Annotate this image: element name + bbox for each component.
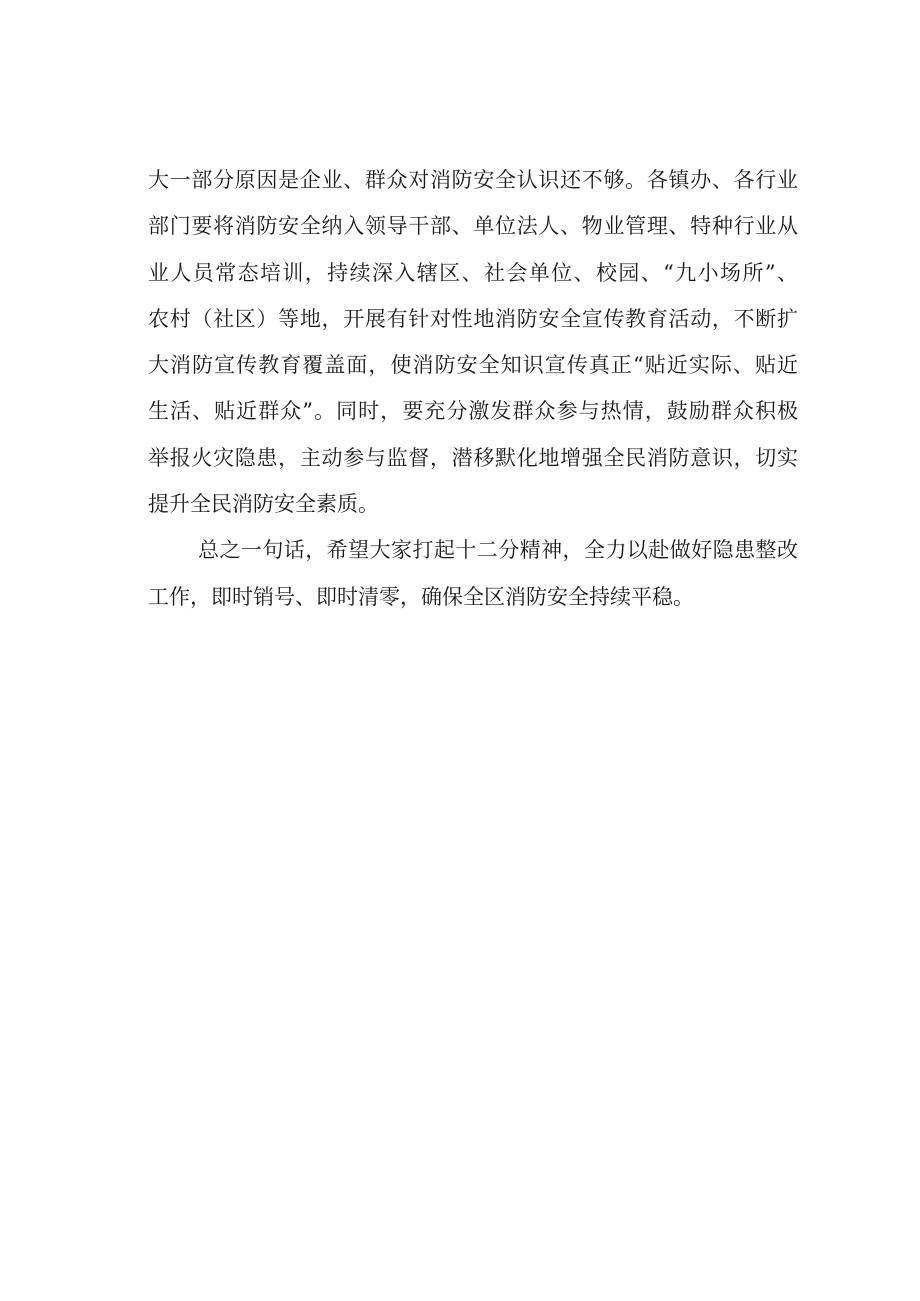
text-line: 工作，即时销号、即时清零，确保全区消防安全持续平稳。 <box>148 584 694 609</box>
text-line: 生活、贴近群众”。同时，要充分激发群众参与热情，鼓励群众积极 <box>148 399 798 424</box>
text-line: 大一部分原因是企业、群众对消防安全认识还不够。各镇办、各行业 <box>148 168 798 192</box>
body-text <box>148 157 798 620</box>
text-line: 总之一句话，希望大家打起十二分精神，全力以赴做好隐患整改 <box>198 538 798 563</box>
text-line: 举报火灾隐患，主动参与监督，潜移默化地增强全民消防意识，切实 <box>148 445 798 470</box>
text-line: 大消防宣传教育覆盖面，使消防安全知识宣传真正“贴近实际、贴近 <box>148 353 798 378</box>
text-line: 提升全民消防安全素质。 <box>148 492 379 517</box>
paragraph-1 <box>148 157 798 527</box>
paragraph-2 <box>148 527 798 620</box>
text-line: 农村（社区）等地，开展有针对性地消防安全宣传教育活动，不断扩 <box>148 306 798 331</box>
text-line: 部门要将消防安全纳入领导干部、单位法人、物业管理、特种行业从 <box>148 214 798 239</box>
text-line: 业人员常态培训，持续深入辖区、社会单位、校园、“九小场所”、 <box>148 260 798 285</box>
